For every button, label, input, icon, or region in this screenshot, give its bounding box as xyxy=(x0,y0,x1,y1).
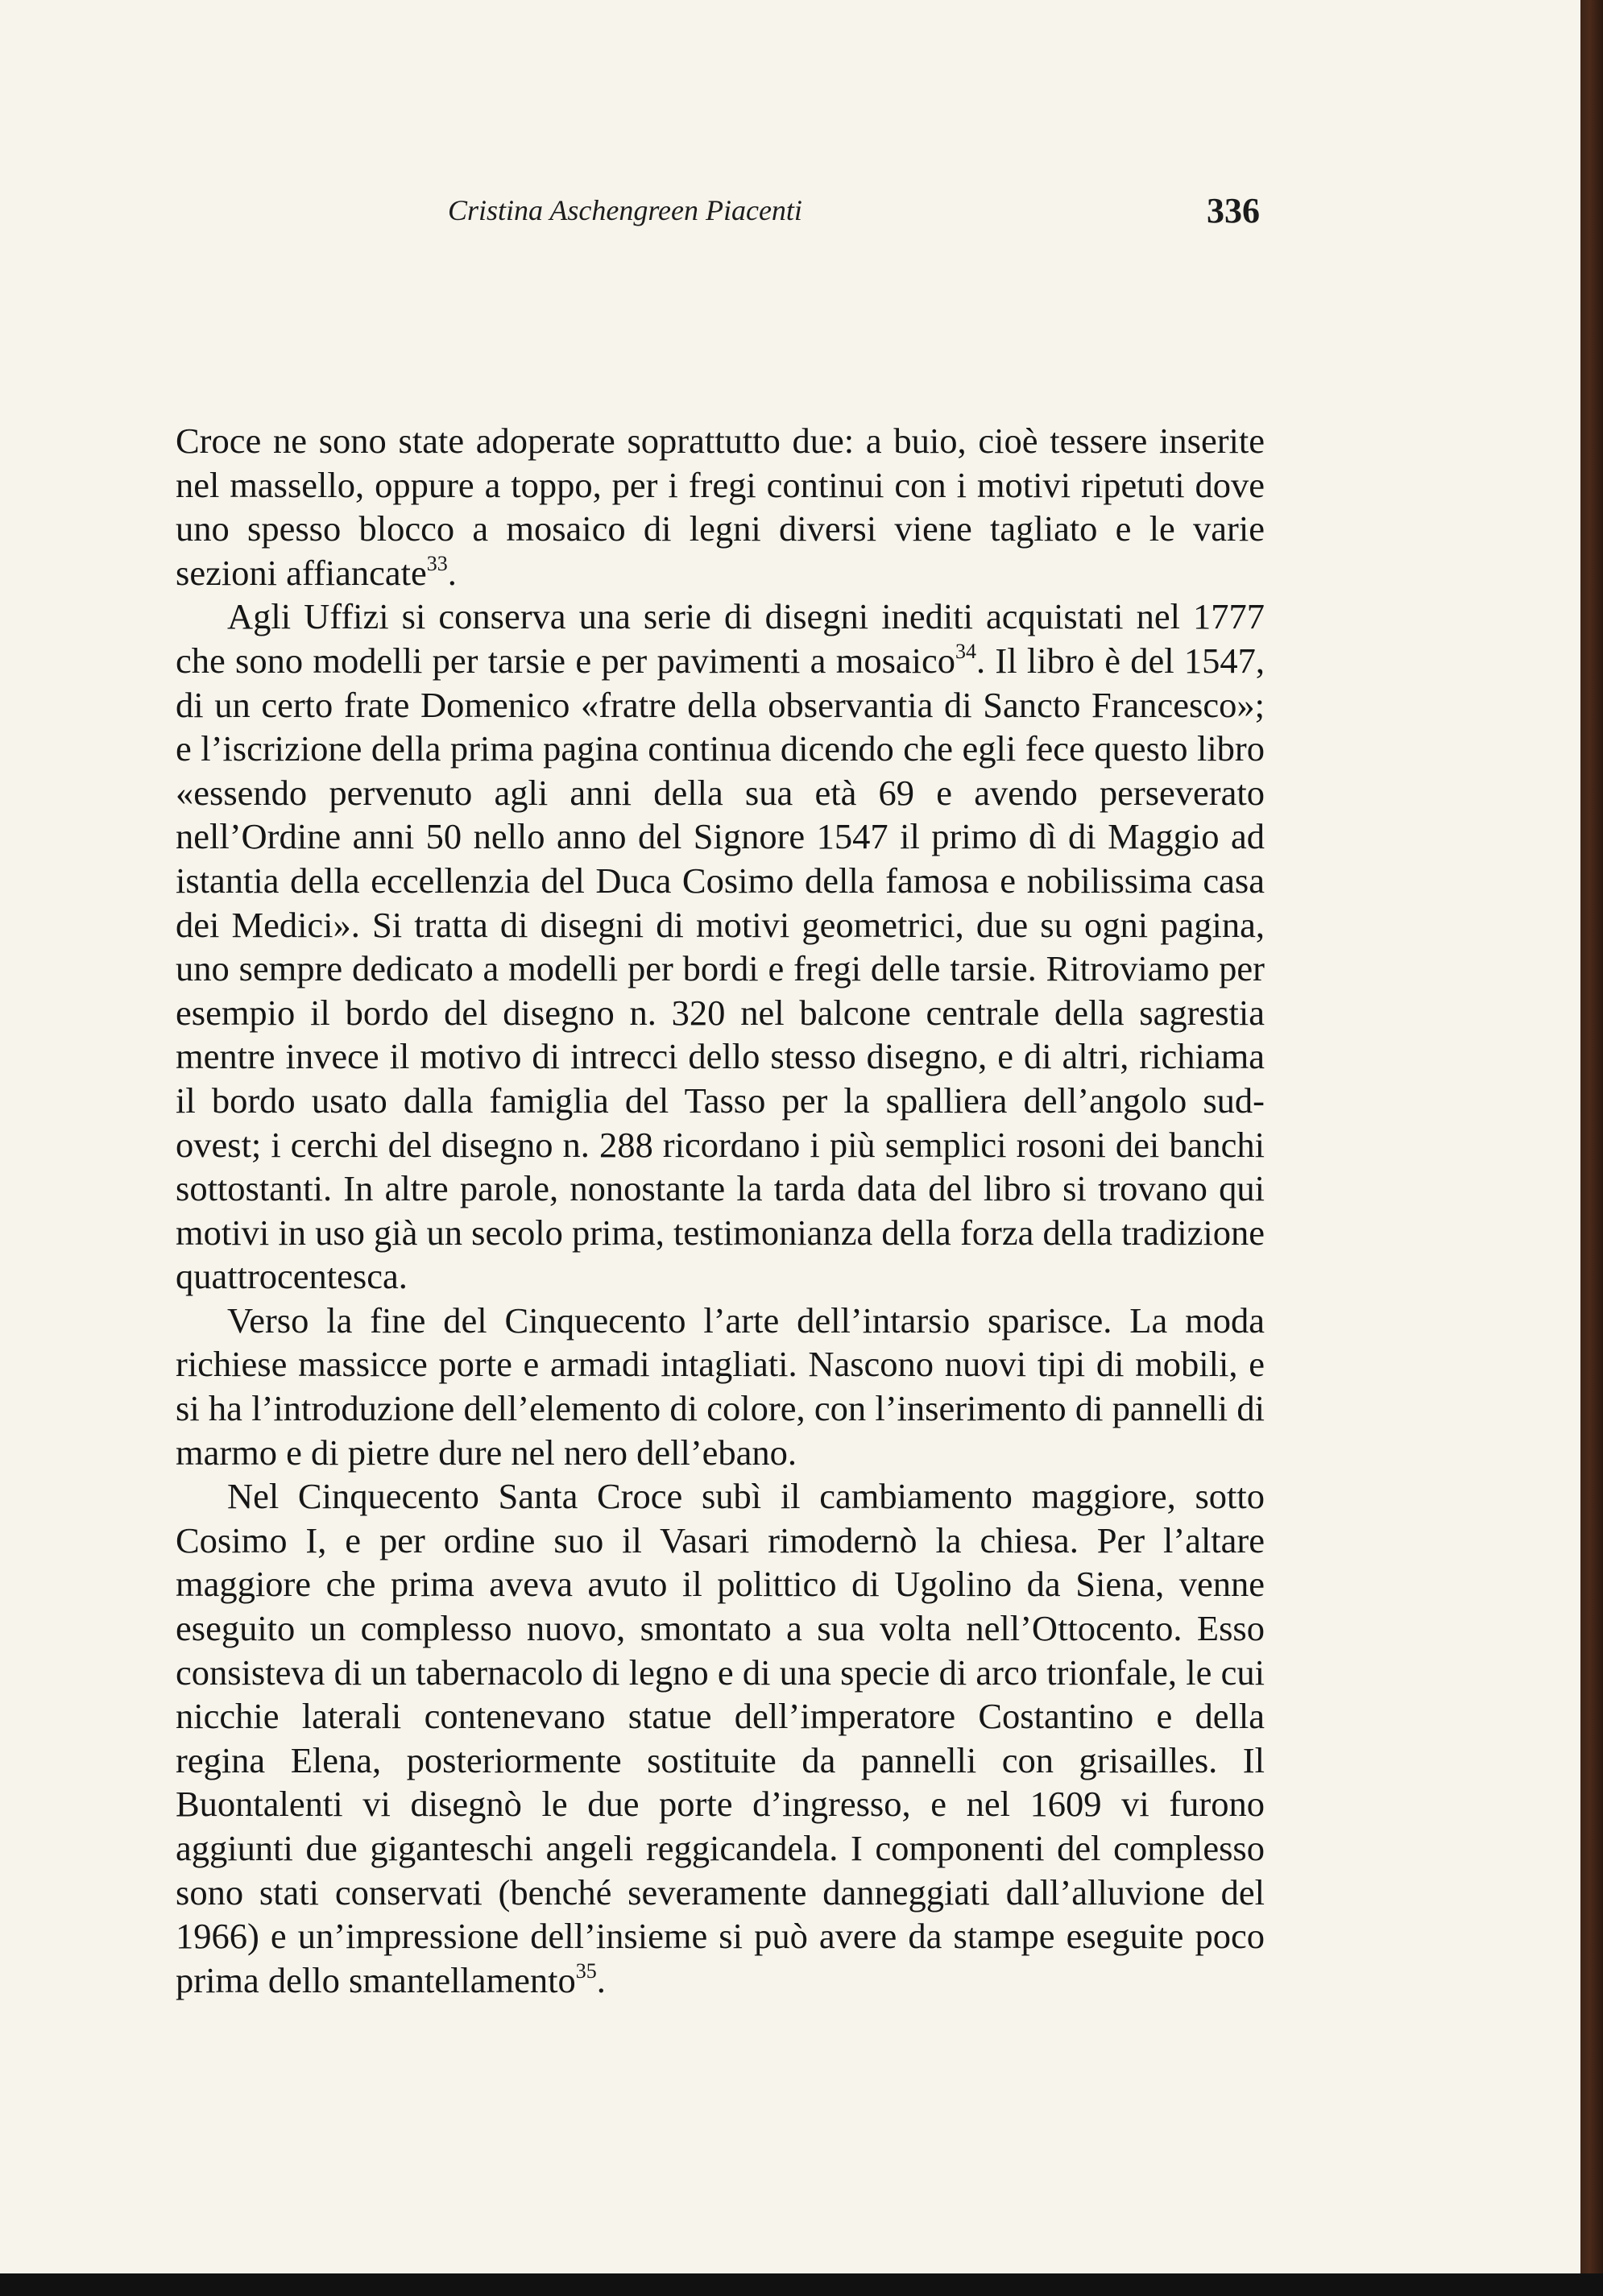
paragraph-4 xyxy=(176,1474,1265,2002)
book-spine-edge xyxy=(1580,0,1603,2296)
footnote-ref-35: 35 xyxy=(575,1958,597,1983)
footnote-ref-33: 33 xyxy=(426,551,448,575)
paragraph-1-tail: . xyxy=(447,552,457,593)
footnote-ref-34: 34 xyxy=(955,639,977,663)
paragraph-3-text: Verso la fine del Cinquecento l’arte dell’intarsio sparisce. La moda richiese massicce porte e armadi intagliati. Nascono nuovi tipi di mobili, e si ha l’introduzione dell’elemento di colore, con l’inserimento di pannelli di marmo e di pietre dure nel nero dell’ebano. xyxy=(176,1299,1265,1473)
paragraph-2 xyxy=(176,595,1265,1299)
paragraph-4-tail: . xyxy=(596,1959,606,2000)
paragraph-3 xyxy=(176,1299,1265,1474)
scan-bottom-edge xyxy=(0,2273,1603,2296)
paragraph-1-text: Croce ne sono state adoperate soprattutto due: a buio, cioè tessere inserite nel massello, oppure a toppo, per i fregi continui con i motivi ripetuti dove uno spesso blocco a mosaico di legni diversi viene tagliato e le varie sezioni affiancate xyxy=(176,421,1265,593)
paragraph-2-text-2: . Il libro è del 1547, di un certo frate Domenico «fratre della observantia di Sancto Francesco»; e l’iscrizione della prima pagina continua dicendo che egli fece questo libro «essendo pervenuto agli anni della sua età 69 e avendo perseverato nell’Ordine anni 50 nello anno del Signore 1547 il primo dì di Maggio ad istantia della eccellenzia del Duca Cosimo della famosa e nobilissima casa dei Medici». Si tratta di disegni di motivi geometrici, due su ogni pagina, uno sempre dedicato a modelli per bordi e fregi delle tarsie. Ritroviamo per esempio il bordo del disegno n. 320 nel balcone centrale della sagrestia mentre invece il motivo di intrecci dello stesso disegno, e di altri, richiama il bordo usato dalla famiglia del Tasso per la spalliera dell’angolo sud-ovest; i cerchi del disegno n. 288 ricordano i più semplici rosoni dei banchi sottostanti. In altre parole, nonostante la tarda data del libro si trovano qui motivi in uso già un secolo prima, testimonianza della forza della tradizione quattrocentesca. xyxy=(176,640,1265,1297)
page-number: 336 xyxy=(1207,191,1260,230)
running-head-author: Cristina Aschengreen Piacenti xyxy=(448,194,802,226)
body-text xyxy=(176,419,1265,2002)
paragraph-2-text-1: Agli Uffizi si conserva una serie di disegni inediti acquistati nel 1777 che sono modelli per tarsie e per pavimenti a mosaico xyxy=(176,596,1265,681)
paragraph-4-text: Nel Cinquecento Santa Croce subì il cambiamento maggiore, sotto Cosimo I, e per ordine suo il Vasari rimodernò la chiesa. Per l’altare maggiore che prima aveva avuto il polittico di Ugolino da Siena, venne eseguito un complesso nuovo, smontato a sua volta nell’Ottocento. Esso consisteva di un tabernacolo di legno e di una specie di arco trionfale, le cui nicchie laterali contenevano statue dell’imperatore Costantino e della regina Elena, posteriormente sostituite da pannelli con grisailles. Il Buontalenti vi disegnò le due porte d’ingresso, e nel 1609 vi furono aggiunti due giganteschi angeli reggicandela. I componenti del complesso sono stati conservati (benché severamente danneggiati dall’alluvione del 1966) e un’impressione dell’insieme si può avere da stampe eseguite poco prima dello smantellamento xyxy=(176,1476,1265,2000)
paragraph-1 xyxy=(176,419,1265,595)
